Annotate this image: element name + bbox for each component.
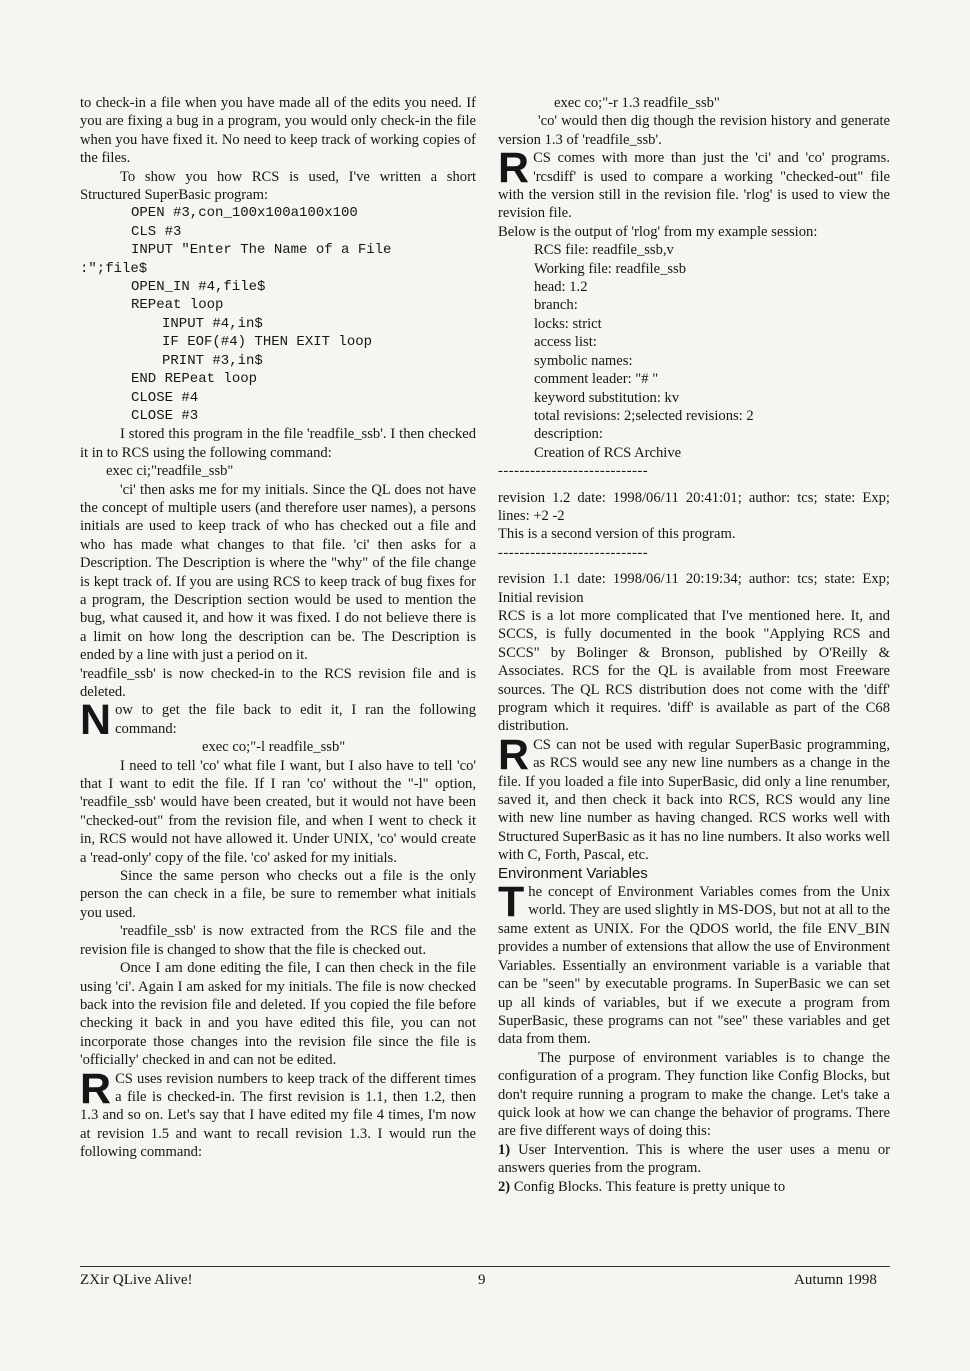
paragraph <box>80 696 476 745</box>
paragraph-text: CS can not be used with regular SuperBasic programming, as RCS would see any new line numbers as a change in the file. If you loaded a file into SuperBasic, did only a line renumber, saved it, and then check it back into RCS, RCS would any line with new line number as having changed. RCS works well with Structured SuperBasic as it has no line numbers. It also works well with C, Forth, Pascal, etc. <box>498 736 890 864</box>
separator: ---------------------------- <box>498 544 649 561</box>
code-line: OPEN #3,con_100x100a100x100 <box>131 205 358 222</box>
paragraph <box>498 144 890 223</box>
rlog-line: description: <box>534 426 603 443</box>
paragraph: Since the same person who checks out a file is the only person the can check in a file, be sure to remember what initials you used. <box>80 868 476 921</box>
code-line: INPUT #4,in$ <box>162 315 263 332</box>
separator: ---------------------------- <box>498 463 649 480</box>
paragraph: I stored this program in the file 'readfile_ssb'. I then checked it in to RCS using the following command: <box>80 426 476 461</box>
paragraph <box>498 730 890 865</box>
paragraph: revision 1.1 date: 1998/06/11 20:19:34; author: tcs; state: Exp; Initial revision <box>498 571 890 606</box>
code-line: IF EOF(#4) THEN EXIT loop <box>162 334 373 351</box>
paragraph: I need to tell 'co' what file I want, but I also have to tell 'co' that I want to edit the file. If I ran 'co' without the "-l" option, 'readfile_ssb' would have been created, but it would not have been "checked-out" from the revision file, and when I went to check it in, RCS would not have allowed it. Under UNIX, 'co' would create a 'read-only' copy of the file. 'co' asked for my initials. <box>80 757 476 866</box>
paragraph: to check-in a file when you have made all of the edits you need. If you are fixing a bug in a program, you would only check-in the file when you have fixed it. No need to keep track of working copies of the files. <box>80 95 476 167</box>
paragraph: RCS is a lot more complicated that I've mentioned here. It, and SCCS, is fully documented in the book "Applying RCS and SCCS" by Bolinger & Bronson, published by O'Reilly & Associates. RCS for the QL is available from most Freeware sources. The QL RCS distribution does not come with the 'diff' program which it requires. 'diff' is available as part of the C68 distribution. <box>498 607 890 735</box>
paragraph <box>80 1064 476 1162</box>
rlog-line: RCS file: readfile_ssb,v <box>534 242 674 259</box>
list-number: 1) <box>498 1141 511 1158</box>
list-text: Config Blocks. This feature is pretty unique to <box>513 1178 786 1195</box>
command-line: exec co;"-l readfile_ssb" <box>202 739 346 756</box>
list-number: 2) <box>498 1178 511 1195</box>
drop-cap: T <box>498 878 525 927</box>
rlog-line: comment leader: "# " <box>534 371 659 388</box>
code-line: PRINT #3,in$ <box>162 352 263 369</box>
code-line: REPeat loop <box>131 297 224 314</box>
footer-issue: Autumn 1998 <box>794 1272 877 1288</box>
paragraph: 'readfile_ssb' is now checked-in to the RCS revision file and is deleted. <box>80 665 476 700</box>
rlog-line: Working file: readfile_ssb <box>534 260 687 277</box>
paragraph: This is a second version of this program. <box>498 526 736 543</box>
footer-rule <box>80 1266 890 1267</box>
drop-cap: R <box>498 144 530 193</box>
code-line: INPUT "Enter The Name of a File <box>131 242 392 259</box>
code-line: CLOSE #3 <box>131 407 199 424</box>
command-line: exec ci;"readfile_ssb" <box>106 463 234 480</box>
left-column <box>80 94 476 1162</box>
paragraph-text: he concept of Environment Variables comes from the Unix world. They are used slightly in MS-DOS, but not at all to the same extent as UNIX. For the QDOS world, the file ENV_BIN provides a number of extensions that allow the use of Environment Variables. Essentially an environment variable is a variable that can be "seen" by executable programs. In SuperBasic we can set up all kinds of variables, but if we execute a program from SuperBasic, these programs can not "see" these variables and get data from them. <box>498 884 890 1048</box>
drop-cap: N <box>80 696 112 745</box>
list-item <box>498 1141 890 1178</box>
list-item <box>498 1178 890 1196</box>
rlog-line: keyword substitution: kv <box>534 389 680 406</box>
paragraph: 'readfile_ssb' is now extracted from the RCS file and the revision file is changed to show that the file is checked out. <box>80 923 476 958</box>
paragraph-text: CS uses revision numbers to keep track of the different times a file is checked-in. The first revision is 1.1, then 1.2, then 1.3 and so on. Let's say that I have edited my file 4 times, I'm now at revision 1.5 and want to recall revision 1.3. I would run the following command: <box>80 1070 476 1161</box>
drop-cap: R <box>80 1064 112 1113</box>
paragraph: Below is the output of 'rlog' from my example session: <box>498 223 818 240</box>
paragraph: To show you how RCS is used, I've written a short Structured SuperBasic program: <box>80 168 476 204</box>
right-column <box>498 94 890 1196</box>
rlog-line: branch: <box>534 297 578 314</box>
rlog-line: Creation of RCS Archive <box>534 444 682 461</box>
rlog-line: locks: strict <box>534 315 602 332</box>
rlog-line: symbolic names: <box>534 352 633 369</box>
code-listing <box>80 204 476 425</box>
paragraph: 'co' would then dig though the revision history and generate version 1.3 of 'readfile_ssb'. <box>498 113 890 148</box>
page-number: 9 <box>478 1272 486 1288</box>
code-line: CLOSE #4 <box>131 389 199 406</box>
footer-publication: ZXir QLive Alive! <box>80 1272 193 1288</box>
command-line: exec co;"-r 1.3 readfile_ssb" <box>554 95 720 111</box>
rlog-output <box>498 241 890 462</box>
paragraph: Once I am done editing the file, I can then check in the file using 'ci'. Again I am asked for my initials. The file is now checked back into the revision file and deleted. If you copied the file before checking it back in and you have edited this file, you can not incorporate those changes into the revision file since the file is 'officially' checked in and can not be edited. <box>80 960 476 1069</box>
section-heading: Environment Variables <box>498 864 648 882</box>
paragraph: revision 1.2 date: 1998/06/11 20:41:01; author: tcs; state: Exp; lines: +2 -2 <box>498 489 890 524</box>
drop-cap: R <box>498 730 530 779</box>
code-line: END REPeat loop <box>131 371 258 388</box>
code-line: :";file$ <box>80 260 148 277</box>
paragraph <box>498 878 890 1049</box>
paragraph: The purpose of environment variables is to change the configuration of a program. They function like Config Blocks, but don't require running a program to make the change. Let's take a quick look at how we can change the behavior of programs. There are five different ways of doing this: <box>498 1049 890 1140</box>
rlog-line: head: 1.2 <box>534 279 588 296</box>
rlog-line: access list: <box>534 334 597 351</box>
code-line: CLS #3 <box>131 223 182 240</box>
paragraph-text: CS comes with more than just the 'ci' and 'co' programs. 'rcsdiff' is used to compare a working "checked-out" file with the version still in the revision file. 'rlog' is used to view the revision file. <box>498 150 890 222</box>
list-text: User Intervention. This is where the user uses a menu or answers queries from the program. <box>498 1141 890 1177</box>
code-line: OPEN_IN #4,file$ <box>131 279 266 296</box>
paragraph: 'ci' then asks me for my initials. Since the QL does not have the concept of multiple users (and therefore user names), a persons initials are used to keep track of who has checked out a file and who has made what changes to that file. 'ci' then asks for a Description. The Description is where the "why" of the file change is kept track of. If you are using RCS to keep track of bug fixes for a program, the Description section would be used to mention the bug, what caused it, and how it was fixed. I do not believe there is a limit on how long the description can be. The Description is ended by a line with just a period on it. <box>80 481 476 664</box>
rlog-line: total revisions: 2;selected revisions: 2 <box>534 407 754 424</box>
paragraph-text: ow to get the file back to edit it, I ran the following command: <box>115 702 476 737</box>
